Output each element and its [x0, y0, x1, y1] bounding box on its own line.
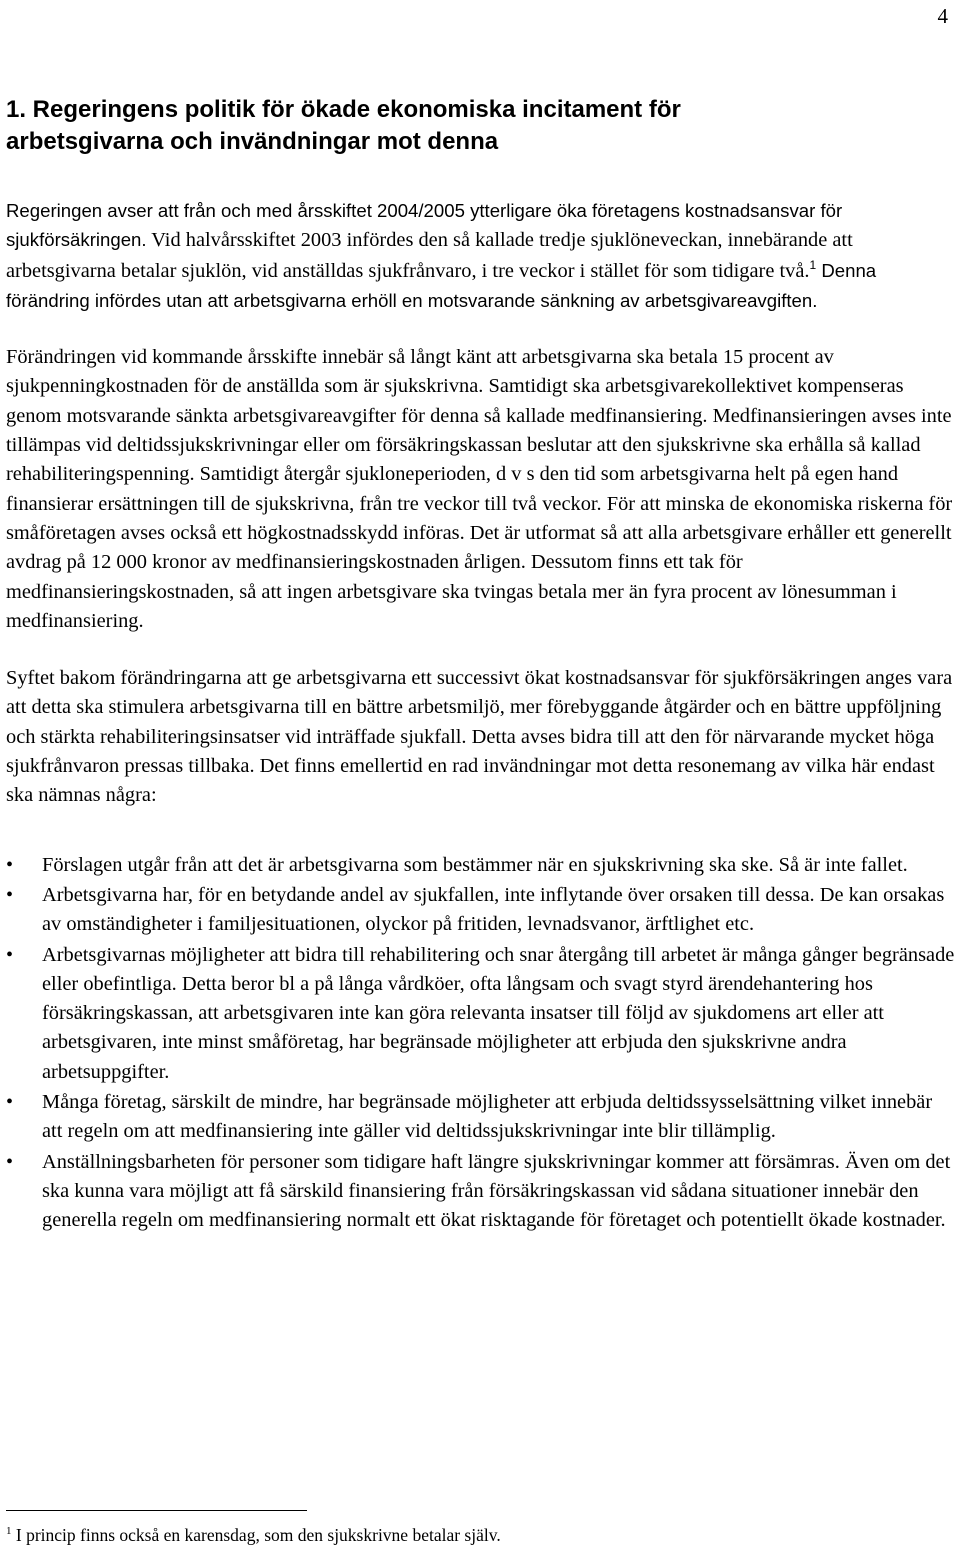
- paragraph-3: Syftet bakom förändringarna att ge arbetsgivarna ett successivt ökat kostnadsansvar för sjukförsäkringen anges vara att detta ska stimulera arbetsgivarna till en bättre arbetsmiljö, mer förebyggande åtgärder och en bättre uppföljning och stärkta rehabiliteringsinsatser vid inträffade sjukfall. Detta avses bidra till att den för närvarande mycket höga sjukfrånvaron pressas tillbaka. Det finns emellertid en rad invändningar mot detta resonemang av vilka här endast ska nämnas några:: [6, 667, 953, 807]
- paragraph-2: Förändringen vid kommande årsskifte innebär så långt känt att arbetsgivarna ska betala 15 procent av sjukpenningkostnaden för de anställda som är sjukskrivna. Samtidigt ska arbetsgivarekollektivet kompenseras genom motsvarande sänkta arbetsgivareavgifter för denna så kallade medfinansiering. Medfinansieringen avses inte tillämpas vid deltidssjukskrivningar eller om försäkringskassan beslutar att den sjukskrivne ska erhålla så kallad rehabiliteringspenning. Samtidigt återgår sjukloneperioden, d v s den tid som arbetsgivarna helt på egen hand finansierar ersättningen till de sjukskrivna, från tre veckor till två veckor. För att minska de ekonomiska riskerna för småföretagen avses också ett högkostnadsskydd införas. Det är utformat så att alla arbetsgivare erhåller ett generellt avdrag på 12 000 kronor av medfinansieringskostnaden årligen. Dessutom finns ett tak för medfinansieringskostnaden, så att ingen arbetsgivare ska tvingas betala mer än fyra procent av lönesumman i medfinansiering.: [6, 346, 953, 632]
- section-heading-line-1: 1. Regeringens politik för ökade ekonomiska incitament för: [6, 96, 681, 123]
- objection-list: [6, 851, 956, 1236]
- section-heading: [6, 94, 956, 158]
- paragraph-1-part-a: Regeringen avser att från och med årsskiftet 2004/2005 ytterligare öka företagens kostnadsansvar för sjukförsäkringen.: [6, 200, 843, 251]
- list-item: • Förslagen utgår från att det är arbetsgivarna som bestämmer när en sjukskrivning ska ske. Så är inte fallet.: [6, 851, 956, 880]
- page-number: 4: [937, 4, 948, 28]
- footnote: [6, 1524, 501, 1546]
- paragraph-1: [6, 196, 956, 315]
- paragraph-1-part-c: Denna förändring infördes utan att arbetsgivarna erhöll en motsvarande sänkning av arbetsgivareavgiften.: [6, 259, 877, 311]
- list-item: • Arbetsgivarna har, för en betydande andel av sjukfallen, inte inflytande över orsaken till dessa. De kan orsakas av omständigheter i familjesituationen, olyckor på fritiden, levnadsvanor, ärftlighet etc.: [6, 881, 956, 940]
- footnote-text: I princip finns också en karensdag, som den sjukskrivne betalar själv.: [11, 1525, 501, 1545]
- list-item: • Många företag, särskilt de mindre, har begränsade möjligheter att erbjuda deltidssysselsättning vilket innebär att regeln om att medfinansiering inte gäller vid deltidssjukskrivningar inte blir tillämplig.: [6, 1088, 956, 1147]
- footnote-reference: 1: [809, 257, 817, 272]
- footnote-separator: [6, 1510, 307, 1511]
- paragraph-1-part-b: Vid halvårsskiftet 2003 infördes den så kallade tredje sjuklöneveckan, innebärande att arbetsgivarna betalar sjuklön, vid anställdas sjukfrånvaro, i tre veckor i stället för som tidigare två.: [6, 229, 853, 282]
- footnote-marker: 1: [6, 1525, 12, 1537]
- list-item: • Arbetsgivarnas möjligheter att bidra till rehabilitering och snar återgång till arbetet är många gånger begränsade eller obefintliga. Detta beror bl a på långa vårdköer, ofta långsam och svagt styrd ärendehantering hos försäkringskassan, att arbetsgivaren inte kan göra relevanta insatser till följd av sjukdomens art eller att arbetsgivaren, inte minst småföretag, har begränsade möjligheter att erbjuda den sjukskrivne andra arbetsuppgifter.: [6, 941, 956, 1087]
- section-heading-line-2: arbetsgivarna och invändningar mot denna: [6, 128, 499, 155]
- list-item: • Anställningsbarheten för personer som tidigare haft längre sjukskrivningar kommer att försämras. Även om det ska kunna vara möjligt att få särskild finansiering från försäkringskassan vid sådana situationer innebär den generella regeln om medfinansiering normalt ett ökat risktagande för företaget och potentiellt ökade kostnader.: [6, 1148, 956, 1236]
- document-body: [6, 94, 956, 1237]
